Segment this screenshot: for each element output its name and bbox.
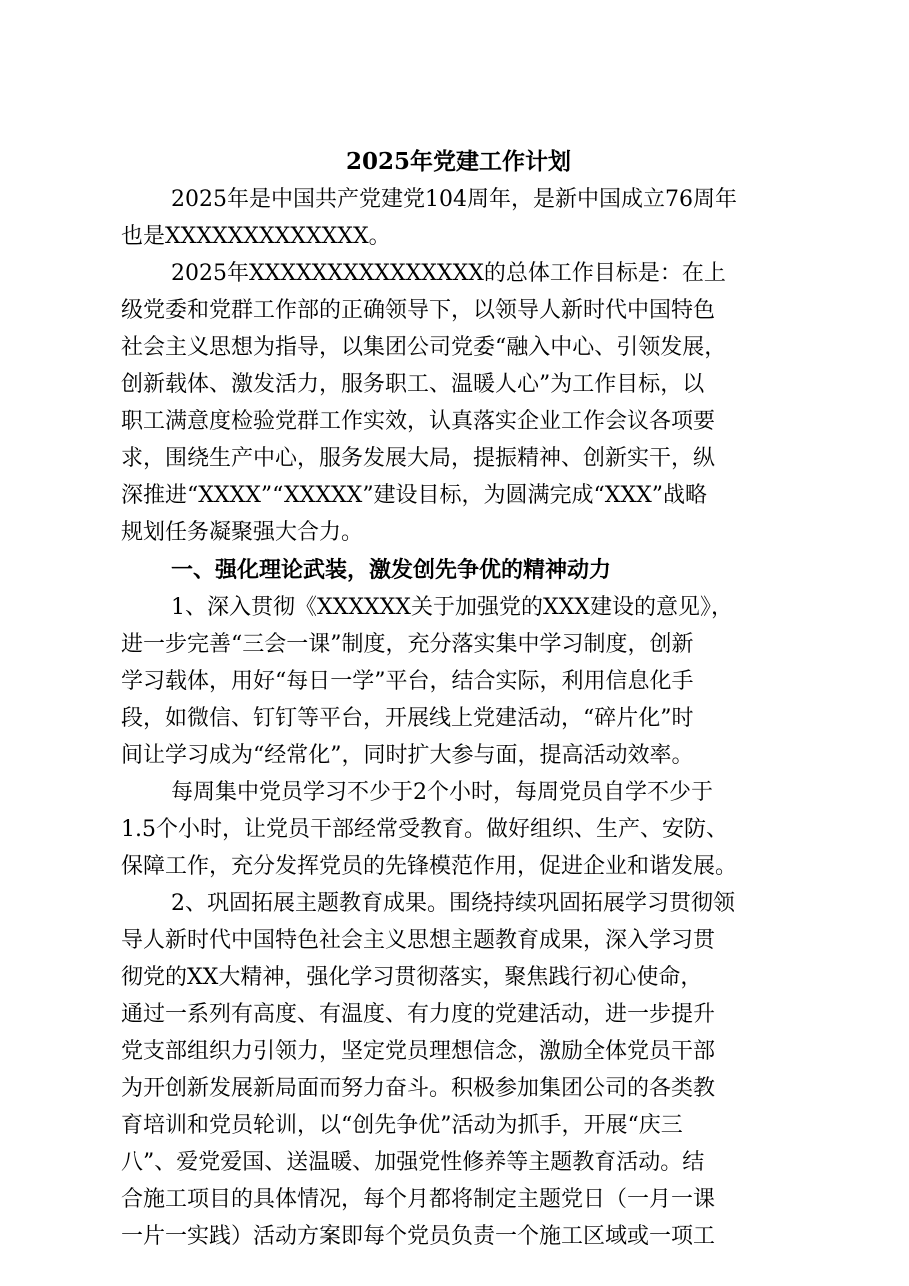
paragraph-line: 1.5个小时，让党员干部经常受教育。做好组织、生产、安防、	[121, 817, 728, 842]
paragraph-line: 职工满意度检验党群工作实效，认真落实企业工作会议各项要	[121, 409, 716, 434]
paragraph-line: 八”、爱党爱国、送温暖、加强党性修养等主题教育活动。结	[121, 1150, 705, 1175]
paragraph-line: 级党委和党群工作部的正确领导下，以领导人新时代中国特色	[121, 298, 716, 323]
paragraph-line: 创新载体、激发活力，服务职工、温暖人心”为工作目标，以	[121, 372, 705, 397]
paragraph-line: 间让学习成为“经常化”，同时扩大参与面，提高活动效率。	[121, 743, 694, 768]
paragraph-line: 育培训和党员轮训，以“创先争优”活动为抓手，开展“庆三	[121, 1113, 683, 1138]
paragraph-line: 彻党的XX大精神，强化学习贯彻落实，聚焦践行初心使命，	[121, 965, 703, 990]
paragraph-line: 进一步完善“三会一课”制度，充分落实集中学习制度，创新	[121, 632, 694, 657]
paragraph-line: 学习载体，用好“每日一学”平台，结合实际，利用信息化手	[121, 669, 694, 694]
paragraph-line: 导人新时代中国特色社会主义思想主题教育成果，深入学习贯	[121, 928, 716, 953]
paragraph-line: 为开创新发展新局面而努力奋斗。积极参加集团公司的各类教	[121, 1076, 716, 1101]
paragraph-line: 1、深入贯彻《XXXXXX关于加强党的XXX建设的意见》，	[171, 595, 733, 620]
paragraph-line: 2、巩固拓展主题教育成果。围绕持续巩固拓展学习贯彻领	[171, 891, 735, 916]
paragraph-line: 保障工作，充分发挥党员的先锋模范作用，促进企业和谐发展。	[121, 854, 738, 879]
paragraph-line: 一片一实践）活动方案即每个党员负责一个施工区域或一项工	[121, 1224, 716, 1249]
paragraph-line: 段，如微信、钉钉等平台，开展线上党建活动，“碎片化”时	[121, 706, 694, 731]
paragraph-line: 合施工项目的具体情况，每个月都将制定主题党日（一月一课	[121, 1187, 716, 1212]
paragraph-line: 规划任务凝聚强大合力。	[121, 520, 364, 545]
document-title: 2025年党建工作计划	[346, 148, 572, 175]
paragraph-line: 求，围绕生产中心，服务发展大局，提振精神、创新实干，纵	[121, 446, 716, 471]
paragraph-line: 深推进“XXXX”“XXXXX”建设目标，为圆满完成“XXX”战略	[121, 483, 708, 508]
section-heading: 一、强化理论武装，激发创先争优的精神动力	[171, 558, 612, 583]
paragraph-line: 通过一系列有高度、有温度、有力度的党建活动，进一步提升	[121, 1002, 716, 1027]
paragraph-line: 党支部组织力引领力，坚定党员理想信念，激励全体党员干部	[121, 1039, 716, 1064]
paragraph-line: 2025年XXXXXXXXXXXXXXX的总体工作目标是：在上	[171, 261, 726, 286]
paragraph-line: 每周集中党员学习不少于2个小时，每周党员自学不少于	[171, 780, 713, 805]
paragraph-line: 2025年是中国共产党建党104周年，是新中国成立76周年	[171, 187, 737, 212]
paragraph-line: 社会主义思想为指导，以集团公司党委“融入中心、引领发展，	[121, 335, 727, 360]
paragraph-line: 也是XXXXXXXXXXXXX。	[121, 224, 391, 249]
